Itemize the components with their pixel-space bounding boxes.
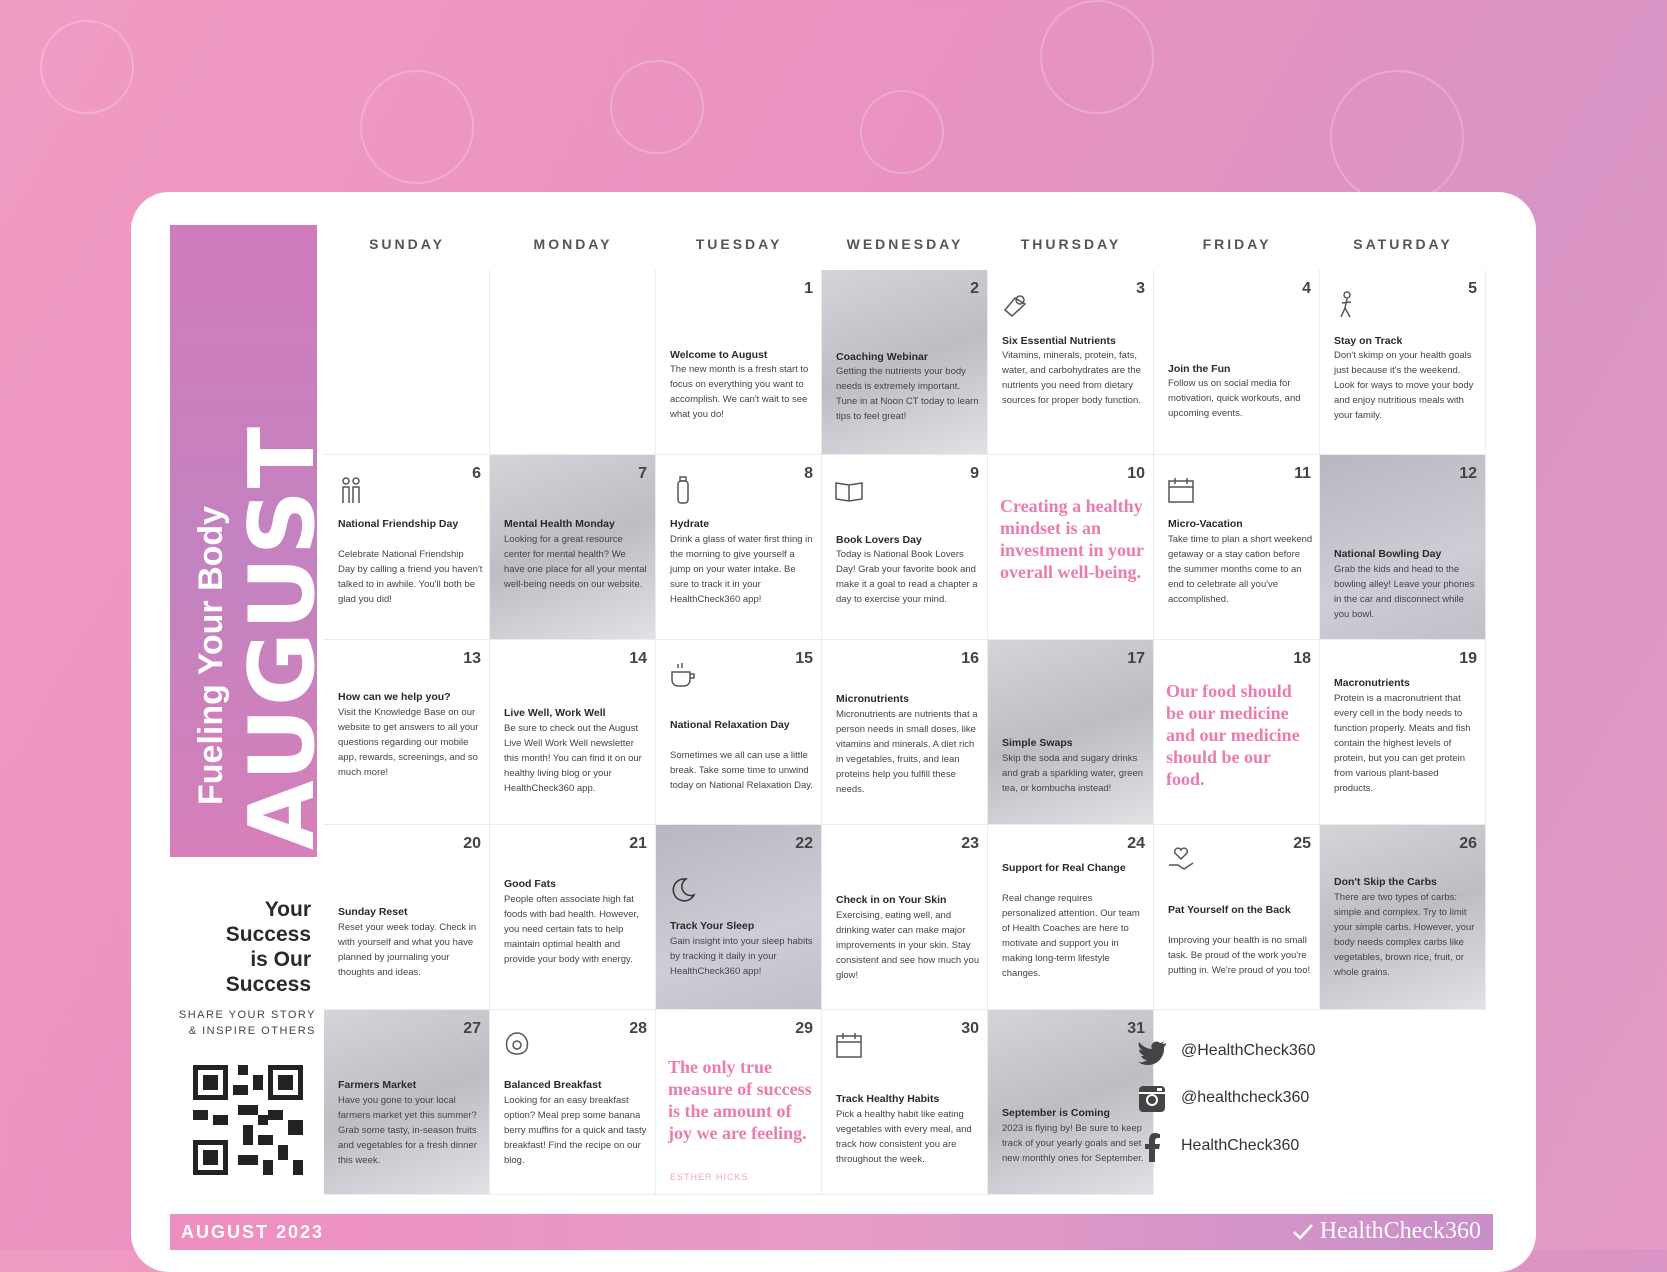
event-title: National Friendship Day (338, 518, 459, 530)
walking-person-icon (1332, 290, 1362, 320)
day-cell-31[interactable] (988, 1010, 1154, 1195)
day-cell-25[interactable] (1154, 825, 1320, 1010)
day-number: 31 (1127, 1020, 1145, 1037)
quote-cell-10 (988, 455, 1154, 640)
event-body: Be sure to check out the August Live Well Work Well newsletter this month! You can find it on our healthy living blog or your HealthCheck360 app. (504, 723, 642, 794)
day-cell-3[interactable] (988, 270, 1154, 455)
event-body: Drink a glass of water first thing in the morning to give yourself a jump on your water intake. Be sure to track it in your HealthCheck360 app! (670, 534, 813, 605)
event-body: Micronutrients are nutrients that a person needs in small doses, like vitamins and minerals. A diet rich in vegetables, fruits, and lean proteins help you fulfill these needs. (836, 709, 978, 795)
background-circle-icon (360, 70, 474, 184)
event-title: Support for Real Change (1002, 862, 1126, 874)
event-title: Stay on Track (1334, 335, 1403, 347)
day-number: 19 (1459, 650, 1477, 667)
event-title: Micronutrients (836, 693, 909, 705)
day-cell-14[interactable] (490, 640, 656, 825)
day-cell-28[interactable] (490, 1010, 656, 1195)
day-cell-24[interactable] (988, 825, 1154, 1010)
event-title: Good Fats (504, 878, 556, 890)
quote-author: ESTHER HICKS (670, 1172, 749, 1182)
quote-cell-18 (1154, 640, 1320, 825)
event-title: Hydrate (670, 518, 710, 530)
sidebar-banner (170, 225, 335, 857)
background-circle-icon (610, 60, 704, 154)
day-number: 17 (1127, 650, 1145, 667)
event-body: There are two types of carbs: simple and complex. Try to limit your simple carbs. However, your body needs complex carbs like vegetables, brown rice, fruit, or whole grains. (1334, 892, 1475, 978)
day-number: 14 (629, 650, 647, 667)
day-number: 16 (961, 650, 979, 667)
empty-day-cell (490, 270, 656, 455)
event-body: People often associate high fat foods with bad health. However, you need certain fats to help maintain optimal health and provide your body with energy. (504, 894, 639, 965)
event-body: The new month is a fresh start to focus on everything you want to accomplish. We can't wait to see what you do! (670, 364, 809, 420)
event-body: Celebrate National Friendship Day by calling a friend you haven't talked to in awhile. You'll both be glad you did! (338, 549, 483, 605)
event-body: Take time to plan a short weekend getaway or a stay cation before the summer months come to an end to celebrate all you've accomplished. (1168, 534, 1313, 605)
day-number: 5 (1468, 280, 1477, 297)
event-title: Simple Swaps (1002, 737, 1073, 749)
tagline-line: is Our (250, 948, 311, 971)
tagline-line: Success (225, 923, 311, 946)
instagram-handle: @healthcheck360 (1181, 1089, 1310, 1106)
day-number: 24 (1127, 835, 1145, 852)
day-number: 4 (1302, 280, 1311, 297)
share-story-text (161, 1007, 316, 1039)
event-body: Reset your week today. Check in with yourself and what you have planned by journaling your thoughts and ideas. (338, 922, 477, 978)
day-cell-7[interactable] (490, 455, 656, 640)
day-number: 1 (804, 280, 813, 297)
event-body: Looking for a great resource center for mental health? We have one place for all your mental well-being needs on our website. (504, 534, 647, 590)
tagline-line: Success (225, 973, 311, 996)
event-title: Pat Yourself on the Back (1168, 904, 1291, 916)
share-line: SHARE YOUR STORY (178, 1009, 316, 1021)
weekday-thursday: THURSDAY (1020, 236, 1122, 252)
day-cell-6[interactable] (324, 455, 490, 640)
day-cell-20[interactable] (324, 825, 490, 1010)
day-cell-27[interactable] (324, 1010, 490, 1195)
event-body: Improving your health is no small task. Be proud of the work you're putting in. We're proud of you too! (1168, 935, 1311, 976)
event-title: Micro-Vacation (1168, 518, 1243, 530)
event-title: Live Well, Work Well (504, 707, 606, 719)
day-number: 2 (970, 280, 979, 297)
facebook-handle: HealthCheck360 (1181, 1137, 1300, 1154)
day-number: 12 (1459, 465, 1477, 482)
background-circle-icon (1330, 70, 1464, 204)
day-number: 27 (463, 1020, 481, 1037)
day-cell-8[interactable] (656, 455, 822, 640)
day-number: 25 (1293, 835, 1311, 852)
event-body: 2023 is flying by! Be sure to keep track of your yearly goals and set new monthly ones for September. (1002, 1123, 1144, 1164)
weekday-header (324, 236, 1490, 258)
event-body: Getting the nutrients your body needs is extremely important. Tune in at Noon CT today to learn tips to feel great! (836, 366, 979, 422)
day-cell-11[interactable] (1154, 455, 1320, 640)
event-body: Have you gone to your local farmers market yet this summer? Grab some tasty, in-season fruits and vegetables for a fresh dinner this week. (338, 1095, 477, 1166)
event-title: Coaching Webinar (836, 351, 928, 363)
day-number: 18 (1293, 650, 1311, 667)
day-number: 22 (795, 835, 813, 852)
weekday-monday: MONDAY (533, 236, 613, 252)
brand-logo (1292, 1218, 1481, 1245)
calendar-icon (834, 1030, 864, 1060)
day-number: 21 (629, 835, 647, 852)
day-cell-26[interactable] (1320, 825, 1486, 1010)
weekday-tuesday: TUESDAY (695, 236, 783, 252)
day-number: 30 (961, 1020, 979, 1037)
background-circle-icon (860, 90, 944, 174)
breakfast-egg-icon (502, 1030, 532, 1060)
event-title: Six Essential Nutrients (1002, 335, 1116, 347)
day-cell-2[interactable] (822, 270, 988, 455)
day-cell-19[interactable] (1320, 640, 1486, 825)
event-body: Sometimes we all can use a little break. Take some time to unwind today on National Relaxation Day. (670, 750, 813, 791)
event-title: Mental Health Monday (504, 518, 615, 530)
calendar-card (131, 192, 1536, 1272)
facebook-link[interactable] (1136, 1127, 1436, 1167)
instagram-link[interactable] (1136, 1079, 1436, 1119)
weekday-sunday: SUNDAY (369, 236, 445, 252)
event-body: Gain insight into your sleep habits by tracking it daily in your HealthCheck360 app! (670, 936, 813, 977)
day-cell-9[interactable] (822, 455, 988, 640)
event-title: National Bowling Day (1334, 548, 1442, 560)
quote-text: Creating a healthy mindset is an investment in your overall well-being. (1000, 496, 1144, 582)
weekday-wednesday: WEDNESDAY (846, 236, 964, 252)
day-cell-30[interactable] (822, 1010, 988, 1195)
day-cell-21[interactable] (490, 825, 656, 1010)
day-number: 8 (804, 465, 813, 482)
footer-bar (170, 1214, 1493, 1250)
instagram-icon (1136, 1083, 1168, 1115)
day-number: 23 (961, 835, 979, 852)
qr-code-icon[interactable] (193, 1065, 303, 1175)
event-body: Don't skimp on your health goals just because it's the weekend. Look for ways to move your body and enjoy nutritious meals with your family. (1334, 350, 1474, 421)
event-title: September is Coming (1002, 1107, 1110, 1119)
event-title: Farmers Market (338, 1079, 417, 1091)
event-body: Exercising, eating well, and drinking water can make major improvements in your skin. Stay consistent and see how much you glow! (836, 910, 980, 981)
event-body: Today is National Book Lovers Day! Grab your favorite book and make it a goal to read a chapter a day to exercise your mind. (836, 549, 978, 605)
nutrients-icon (1000, 290, 1030, 320)
day-number: 15 (795, 650, 813, 667)
background-circle-icon (40, 20, 134, 114)
share-line: & INSPIRE OTHERS (188, 1025, 316, 1037)
day-cell-4[interactable] (1154, 270, 1320, 455)
calendar-icon (1166, 475, 1196, 505)
day-cell-16[interactable] (822, 640, 988, 825)
facebook-icon (1136, 1131, 1168, 1163)
event-body: Pick a healthy habit like eating vegetables with every meal, and track how consistent you are throughout the week. (836, 1109, 972, 1165)
event-title: Join the Fun (1168, 363, 1231, 375)
event-title: Check in on Your Skin (836, 894, 947, 906)
day-cell-23[interactable] (822, 825, 988, 1010)
event-title: How can we help you? (338, 691, 451, 703)
water-bottle-icon (668, 475, 698, 505)
day-cell-15[interactable] (656, 640, 822, 825)
event-title: Track Healthy Habits (836, 1093, 940, 1105)
day-cell-1[interactable] (656, 270, 822, 455)
event-body: Protein is a macronutrient that every cell in the body needs to function properly. Meats and fish contain the highest levels of protein, but you can get protein from various plant-based products. (1334, 693, 1471, 794)
event-title: Macronutrients (1334, 677, 1410, 689)
event-title: Book Lovers Day (836, 534, 922, 546)
moon-sleep-icon (668, 875, 698, 905)
event-body: Visit the Knowledge Base on our website to get answers to all your questions regarding our mobile app, rewards, screenings, and so much more! (338, 707, 479, 778)
event-body: Follow us on social media for motivation, quick workouts, and upcoming events. (1168, 378, 1301, 419)
book-icon (834, 475, 864, 505)
event-title: Balanced Breakfast (504, 1079, 602, 1091)
day-number: 6 (472, 465, 481, 482)
day-number: 11 (1294, 465, 1311, 482)
event-title: Welcome to August (670, 349, 768, 361)
tagline-line: Your (264, 898, 311, 921)
day-cell-5[interactable] (1320, 270, 1486, 455)
twitter-handle: @HealthCheck360 (1181, 1042, 1316, 1059)
empty-day-cell (324, 270, 490, 455)
quote-text: The only true measure of success is the amount of joy we are feeling. (668, 1057, 812, 1143)
event-body: Grab the kids and head to the bowling alley! Leave your phones in the car and disconnect while you bowl. (1334, 564, 1475, 620)
tea-cup-icon (668, 660, 698, 690)
day-number: 26 (1459, 835, 1477, 852)
event-body: Real change requires personalized attention. Our team of Health Coaches are here to motivate and support you in making long-term lifestyle changes. (1002, 893, 1140, 979)
day-number: 7 (638, 465, 647, 482)
event-body: Vitamins, minerals, protein, fats, water, and carbohydrates are the nutrients you need from dietary sources for proper body function. (1002, 350, 1141, 406)
twitter-link[interactable] (1136, 1032, 1436, 1072)
quote-text: Our food should be our medicine and our medicine should be our food. (1166, 681, 1300, 789)
event-body: Skip the soda and sugary drinks and grab a sparkling water, green tea, or kombucha instead! (1002, 753, 1144, 794)
footer-month: AUGUST 2023 (181, 1222, 325, 1242)
day-number: 29 (795, 1020, 813, 1037)
day-number: 20 (463, 835, 481, 852)
day-number: 10 (1127, 465, 1145, 482)
friends-icon (336, 475, 366, 505)
day-cell-17[interactable] (988, 640, 1154, 825)
event-title: Track Your Sleep (670, 920, 755, 932)
event-title: National Relaxation Day (670, 719, 790, 731)
day-number: 28 (629, 1020, 647, 1037)
heart-hand-icon (1166, 845, 1196, 875)
day-number: 3 (1136, 280, 1145, 297)
sidebar-month-title: AUGUST (230, 424, 335, 850)
event-title: Don't Skip the Carbs (1334, 876, 1437, 888)
event-title: Sunday Reset (338, 906, 408, 918)
day-cell-13[interactable] (324, 640, 490, 825)
day-cell-22[interactable] (656, 825, 822, 1010)
twitter-icon (1136, 1036, 1168, 1068)
sidebar-subtitle: Fueling Your Body (192, 505, 230, 805)
background-circle-icon (1040, 0, 1154, 114)
tagline (171, 897, 311, 997)
weekday-saturday: SATURDAY (1353, 236, 1453, 252)
weekday-friday: FRIDAY (1202, 236, 1272, 252)
quote-cell-29 (656, 1010, 822, 1195)
checkmark-icon (1292, 1223, 1314, 1241)
day-cell-12[interactable] (1320, 455, 1486, 640)
day-number: 9 (970, 465, 979, 482)
event-body: Looking for an easy breakfast option? Meal prep some banana berry muffins for a quick and tasty breakfast! Find the recipe on our blog. (504, 1095, 647, 1166)
day-number: 13 (463, 650, 481, 667)
brand-name: HealthCheck360 (1319, 1218, 1481, 1244)
